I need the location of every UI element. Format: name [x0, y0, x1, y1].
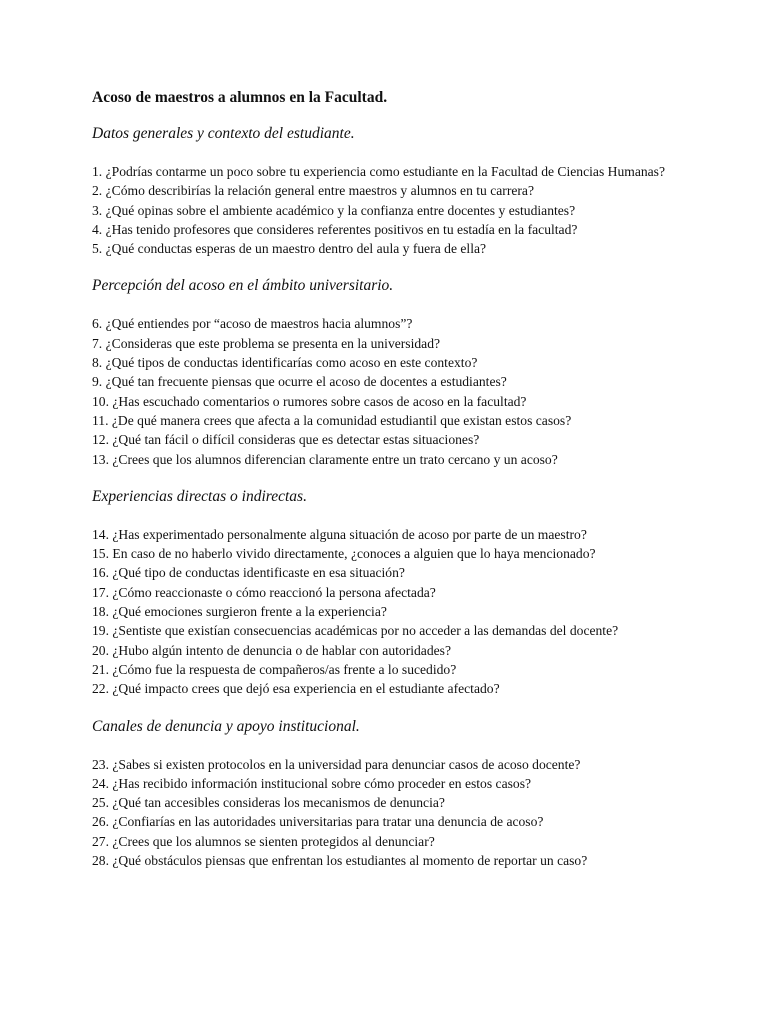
question-item: 17. ¿Cómo reaccionaste o cómo reaccionó la persona afectada?: [92, 584, 436, 600]
question-item: 20. ¿Hubo algún intento de denuncia o de hablar con autoridades?: [92, 642, 451, 658]
question-item: 4. ¿Has tenido profesores que consideres referentes positivos en tu estadía en la facultad?: [92, 221, 578, 237]
question-item: 22. ¿Qué impacto crees que dejó esa experiencia en el estudiante afectado?: [92, 681, 500, 697]
question-item: 23. ¿Sabes si existen protocolos en la universidad para denunciar casos de acoso docente?: [92, 756, 581, 772]
section-experiencias: [92, 486, 692, 699]
question-list: [92, 525, 692, 699]
question-item: 21. ¿Cómo fue la respuesta de compañeros/as frente a lo sucedido?: [92, 661, 457, 677]
question-item: 5. ¿Qué conductas esperas de un maestro dentro del aula y fuera de ella?: [92, 241, 487, 257]
question-item: 19. ¿Sentiste que existían consecuencias académicas por no acceder a las demandas del docente?: [92, 623, 619, 639]
section-heading: Canales de denuncia y apoyo institucional.: [92, 717, 360, 735]
question-item: 6. ¿Qué entiendes por “acoso de maestros hacia alumnos”?: [92, 316, 413, 332]
question-item: 24. ¿Has recibido información institucional sobre cómo proceder en estos casos?: [92, 775, 532, 791]
question-item: 2. ¿Cómo describirías la relación general entre maestros y alumnos en tu carrera?: [92, 183, 534, 199]
question-item: 16. ¿Qué tipo de conductas identificaste en esa situación?: [92, 565, 405, 581]
question-list: [92, 162, 692, 258]
document-body: [92, 87, 692, 887]
question-item: 12. ¿Qué tan fácil o difícil consideras que es detectar estas situaciones?: [92, 432, 480, 448]
question-item: 25. ¿Qué tan accesibles consideras los mecanismos de denuncia?: [92, 795, 445, 811]
question-item: 11. ¿De qué manera crees que afecta a la comunidad estudiantil que existan estos casos?: [92, 412, 572, 428]
question-item: 9. ¿Qué tan frecuente piensas que ocurre el acoso de docentes a estudiantes?: [92, 374, 507, 390]
question-list: [92, 314, 692, 468]
question-item: 14. ¿Has experimentado personalmente alguna situación de acoso por parte de un maestro?: [92, 526, 587, 542]
question-item: 28. ¿Qué obstáculos piensas que enfrentan los estudiantes al momento de reportar un caso?: [92, 853, 588, 869]
section-datos-generales: [92, 123, 692, 258]
question-item: 26. ¿Confiarías en las autoridades universitarias para tratar una denuncia de acoso?: [92, 814, 544, 830]
question-item: 27. ¿Crees que los alumnos se sienten protegidos al denunciar?: [92, 833, 435, 849]
question-item: 3. ¿Qué opinas sobre el ambiente académico y la confianza entre docentes y estudiantes?: [92, 202, 576, 218]
question-item: 10. ¿Has escuchado comentarios o rumores sobre casos de acoso en la facultad?: [92, 393, 527, 409]
section-heading: Experiencias directas o indirectas.: [92, 487, 307, 505]
question-item: 8. ¿Qué tipos de conductas identificarías como acoso en este contexto?: [92, 355, 478, 371]
question-item: 18. ¿Qué emociones surgieron frente a la experiencia?: [92, 604, 387, 620]
question-item: 15. En caso de no haberlo vivido directamente, ¿conoces a alguien que lo haya mencionado?: [92, 546, 596, 562]
question-list: [92, 755, 692, 871]
document-title: Acoso de maestros a alumnos en la Facultad.: [92, 89, 388, 106]
section-percepcion: [92, 275, 692, 468]
section-canales-denuncia: [92, 716, 692, 871]
section-heading: Datos generales y contexto del estudiante.: [92, 125, 355, 142]
question-item: 13. ¿Crees que los alumnos diferencian claramente entre un trato cercano y un acoso?: [92, 451, 558, 467]
question-item: 7. ¿Consideras que este problema se presenta en la universidad?: [92, 335, 441, 351]
question-item: 1. ¿Podrías contarme un poco sobre tu experiencia como estudiante en la Facultad de Ciencias Humanas?: [92, 164, 666, 179]
section-heading: Percepción del acoso en el ámbito universitario.: [92, 277, 394, 295]
